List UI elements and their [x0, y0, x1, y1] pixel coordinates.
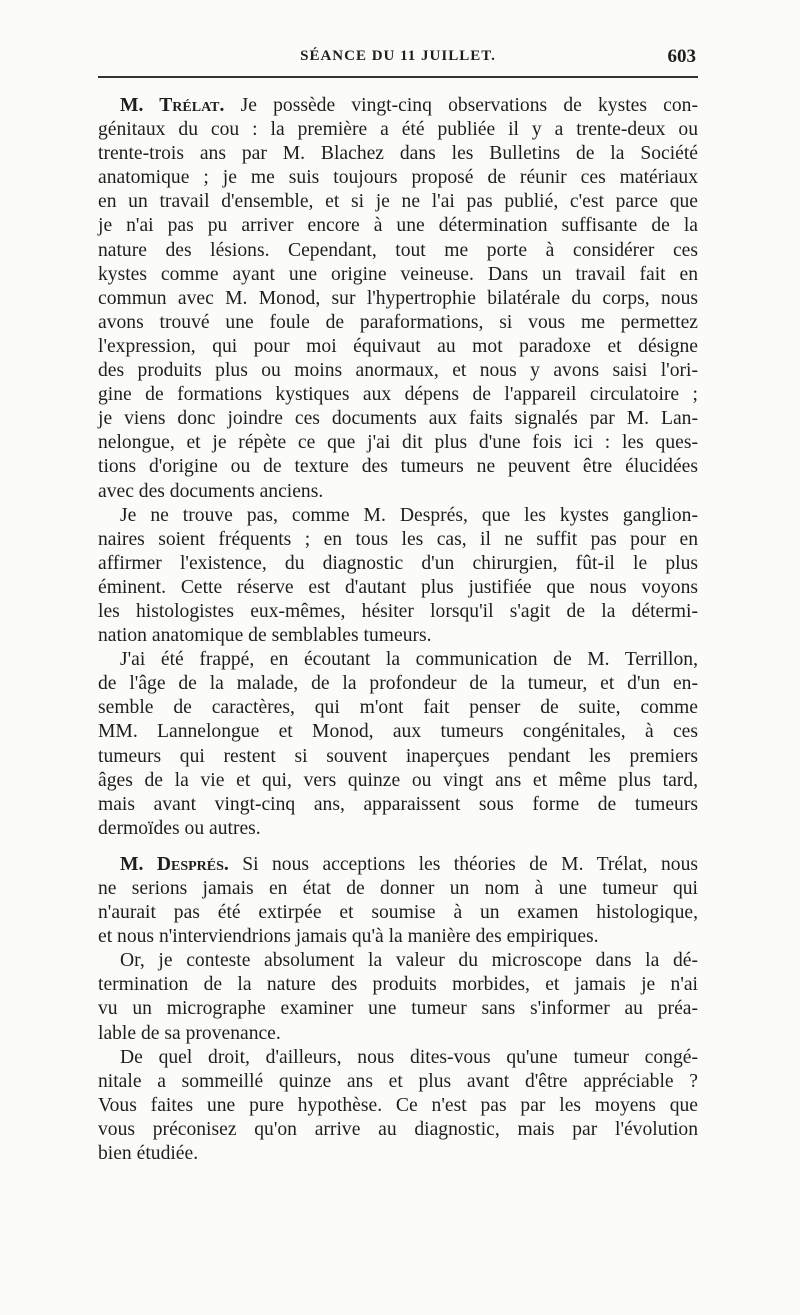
text-line — [98, 696, 698, 720]
text-line — [98, 745, 698, 769]
line-text: ne serions jamais en état de donner un nom à une tumeur qui — [98, 878, 698, 899]
line-text: nelongue, et je répète ce que j'ai dit plus d'une fois ici : les ques- — [98, 432, 698, 454]
line-text: dermoïdes ou autres. — [98, 817, 261, 839]
text-line — [98, 600, 698, 624]
paragraph-droit — [98, 1046, 698, 1166]
text-line — [98, 431, 698, 455]
text-line — [98, 817, 698, 841]
paragraph-kystes — [98, 504, 698, 649]
text-line — [98, 769, 698, 793]
text-line — [98, 214, 698, 238]
text-line — [98, 901, 698, 925]
line-text: n'aurait pas été extirpée et soumise à un examen histologique, — [98, 902, 698, 924]
page-number: 603 — [667, 46, 696, 67]
paragraph-microscope — [98, 949, 698, 1045]
line-text: commun avec M. Monod, sur l'hypertrophie bilatérale du corps, nous — [98, 287, 698, 309]
text-line — [98, 407, 698, 431]
text-line — [98, 949, 698, 973]
text-line — [98, 118, 698, 142]
line-text: nature des lésions. Cependant, tout me porte à considérer ces — [98, 239, 698, 261]
line-text: naires soient fréquents ; en tous les cas, il ne suffit pas pour en — [98, 528, 698, 550]
text-line — [98, 853, 698, 877]
text-line — [98, 648, 698, 672]
line-text: J'ai été frappé, en écoutant la communication de M. Terrillon, — [120, 649, 698, 671]
line-text: tions d'origine ou de texture des tumeurs ne peuvent être élucidées — [98, 456, 698, 478]
line-text: tumeurs qui restent si souvent inaperçues pendant les premiers — [98, 745, 698, 767]
line-text: vous préconisez qu'on arrive au diagnostic, mais par l'évolution — [98, 1118, 698, 1140]
line-text: trente-trois ans par M. Blachez dans les Bulletins de la Société — [98, 143, 698, 165]
line-text: nation anatomique de semblables tumeurs. — [98, 625, 432, 647]
line-text: semble de caractères, qui m'ont fait penser de suite, comme — [98, 697, 698, 719]
line-text: je n'ai pas pu arriver encore à une détermination suffisante de la — [98, 215, 698, 237]
text-line — [98, 455, 698, 479]
text-line — [98, 359, 698, 383]
running-title: SÉANCE DU 11 JUILLET. — [300, 48, 496, 64]
text-line — [98, 552, 698, 576]
text-line — [98, 576, 698, 600]
line-text: De quel droit, d'ailleurs, nous dites-vous qu'une tumeur congé- — [120, 1046, 698, 1068]
line-text: anatomique ; je me suis toujours proposé de réunir ces matériaux — [98, 167, 698, 189]
line-text: nitale a sommeillé quinze ans et plus avant d'être appréciable ? — [98, 1070, 698, 1092]
line-text: je viens donc joindre ces documents aux faits signalés par M. Lan- — [98, 408, 698, 430]
text-line — [98, 287, 698, 311]
text-line — [98, 263, 698, 287]
line-text: Je possède vingt-cinq observations de kystes con- — [240, 95, 698, 116]
paragraph-terrillon — [98, 648, 698, 841]
text-line — [98, 142, 698, 166]
text-line — [98, 624, 698, 648]
text-line — [98, 311, 698, 335]
line-text: les histologistes eux-mêmes, hésiter lorsqu'il s'agit de la détermi- — [98, 600, 698, 622]
line-text: l'expression, qui pour moi équivaut au mot paradoxe et désigne — [98, 335, 698, 357]
text-line — [98, 877, 698, 901]
text-line — [98, 1022, 698, 1046]
line-text: bien étudiée. — [98, 1143, 199, 1165]
text-line — [98, 1094, 698, 1118]
paragraph-despres — [98, 853, 698, 949]
line-text: de l'âge de la malade, de la profondeur de la tumeur, et d'un en- — [98, 673, 698, 695]
line-text: avons trouvé une foule de paraformations, si vous me permettez — [98, 311, 698, 333]
text-line — [98, 672, 698, 696]
text-line — [98, 1118, 698, 1142]
text-line — [98, 973, 698, 997]
header-rule — [98, 76, 698, 78]
text-line — [98, 793, 698, 817]
line-text: Je ne trouve pas, comme M. Després, que les kystes ganglion- — [120, 504, 698, 526]
line-text: et nous n'interviendrions jamais qu'à la manière des empiriques. — [98, 926, 599, 948]
text-line — [98, 166, 698, 190]
line-text: mais avant vingt-cinq ans, apparaissent sous forme de tumeurs — [98, 793, 698, 815]
text-line — [98, 94, 698, 118]
speaker-name: M. Després. — [120, 853, 229, 875]
paragraph-trelat — [98, 94, 698, 504]
line-text: Vous faites une pure hypothèse. Ce n'est pas par les moyens que — [98, 1094, 698, 1116]
line-text: termination de la nature des produits morbides, et jamais je n'ai — [98, 974, 698, 996]
line-text: Or, je conteste absolument la valeur du microscope dans la dé- — [120, 950, 698, 972]
text-line — [98, 383, 698, 407]
line-text: en un travail d'ensemble, et si je ne l'ai pas publié, c'est parce que — [98, 191, 698, 213]
text-line — [98, 239, 698, 263]
text-line — [98, 1070, 698, 1094]
text-line — [98, 335, 698, 359]
text-line — [98, 504, 698, 528]
line-text: avec des documents anciens. — [98, 480, 324, 502]
text-line — [98, 528, 698, 552]
line-text: lable de sa provenance. — [98, 1022, 281, 1044]
text-line — [98, 480, 698, 504]
speaker-name: M. Trélat. — [120, 95, 225, 116]
line-text: kystes comme ayant une origine veineuse. Dans un travail fait en — [98, 263, 698, 285]
text-line — [98, 1142, 698, 1166]
line-text: affirmer l'existence, du diagnostic d'un chirurgien, fût-il le plus — [98, 552, 698, 574]
document-body — [98, 94, 698, 1166]
line-text: des produits plus ou moins anormaux, et nous y avons saisi l'ori- — [98, 360, 698, 382]
line-text: âges de la vie et qui, vers quinze ou vingt ans et même plus tard, — [98, 769, 698, 791]
text-line — [98, 1046, 698, 1070]
line-text: vu un micrographe examiner une tumeur sans s'informer au préa- — [98, 998, 698, 1020]
text-line — [98, 190, 698, 214]
page-header — [98, 44, 698, 74]
line-text: gine de formations kystiques aux dépens de l'appareil circulatoire ; — [98, 384, 698, 406]
text-line — [98, 997, 698, 1021]
line-text: génitaux du cou : la première a été publiée il y a trente-deux ou — [98, 119, 698, 141]
paragraph-gap — [98, 841, 698, 853]
text-line — [98, 720, 698, 744]
line-text: Si nous acceptions les théories de M. Trélat, nous — [242, 853, 699, 875]
line-text: MM. Lannelongue et Monod, aux tumeurs congénitales, à ces — [98, 721, 698, 743]
text-line — [98, 925, 698, 949]
line-text: éminent. Cette réserve est d'autant plus justifiée que nous voyons — [98, 576, 698, 598]
